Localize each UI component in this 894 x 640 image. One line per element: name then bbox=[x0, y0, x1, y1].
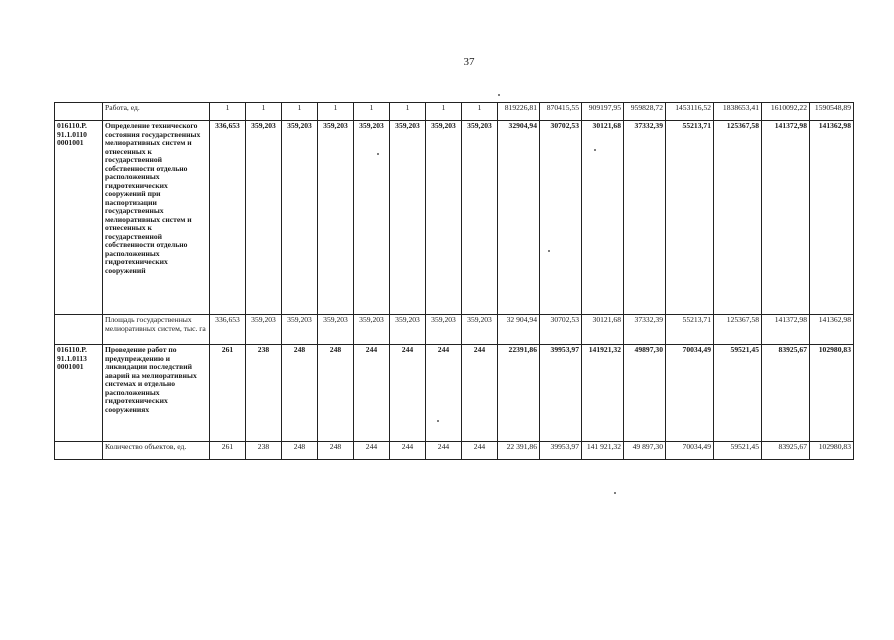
amount-cell: 30121,68 bbox=[582, 121, 624, 315]
indicator-cell: 248 bbox=[282, 442, 318, 460]
amount-cell: 1610092,22 bbox=[762, 103, 810, 121]
indicator-cell: 336,653 bbox=[210, 121, 246, 315]
indicator-cell: 359,203 bbox=[462, 315, 498, 345]
row-name-cell: Площадь государственных мелиоративных систем, тыс. га bbox=[103, 315, 210, 345]
indicator-cell: 359,203 bbox=[462, 121, 498, 315]
amount-cell: 141362,98 bbox=[810, 315, 854, 345]
row-code-cell: 016110.Р. 91.1.0113 0001001 bbox=[55, 345, 103, 442]
indicator-cell: 359,203 bbox=[246, 315, 282, 345]
indicator-cell: 359,203 bbox=[426, 121, 462, 315]
indicator-cell: 244 bbox=[462, 345, 498, 442]
indicator-cell: 1 bbox=[210, 103, 246, 121]
indicator-cell: 1 bbox=[282, 103, 318, 121]
indicator-cell: 238 bbox=[246, 442, 282, 460]
indicator-cell: 238 bbox=[246, 345, 282, 442]
amount-cell: 22 391,86 bbox=[498, 442, 540, 460]
indicator-cell: 244 bbox=[354, 345, 390, 442]
row-code-cell: 016110.Р. 91.1.0110 0001001 bbox=[55, 121, 103, 315]
amount-cell: 30121,68 bbox=[582, 315, 624, 345]
amount-cell: 141 921,32 bbox=[582, 442, 624, 460]
indicator-cell: 1 bbox=[462, 103, 498, 121]
table-row bbox=[55, 103, 854, 121]
budget-table bbox=[54, 102, 854, 460]
indicator-cell: 359,203 bbox=[282, 315, 318, 345]
indicator-cell: 261 bbox=[210, 345, 246, 442]
amount-cell: 102980,83 bbox=[810, 442, 854, 460]
indicator-cell: 1 bbox=[426, 103, 462, 121]
indicator-cell: 1 bbox=[354, 103, 390, 121]
indicator-cell: 336,653 bbox=[210, 315, 246, 345]
amount-cell: 30702,53 bbox=[540, 315, 582, 345]
amount-cell: 909197,95 bbox=[582, 103, 624, 121]
amount-cell: 59521,45 bbox=[714, 345, 762, 442]
row-name-cell: Количество объектов, ед. bbox=[103, 442, 210, 460]
indicator-cell: 359,203 bbox=[354, 315, 390, 345]
table-row bbox=[55, 315, 854, 345]
indicator-cell: 244 bbox=[462, 442, 498, 460]
amount-cell: 819226,81 bbox=[498, 103, 540, 121]
indicator-cell: 359,203 bbox=[390, 121, 426, 315]
amount-cell: 1453116,52 bbox=[666, 103, 714, 121]
indicator-cell: 359,203 bbox=[318, 121, 354, 315]
amount-cell: 83925,67 bbox=[762, 442, 810, 460]
amount-cell: 141362,98 bbox=[810, 121, 854, 315]
indicator-cell: 1 bbox=[318, 103, 354, 121]
amount-cell: 32904,94 bbox=[498, 121, 540, 315]
amount-cell: 32 904,94 bbox=[498, 315, 540, 345]
indicator-cell: 248 bbox=[318, 442, 354, 460]
table-row bbox=[55, 121, 854, 315]
amount-cell: 49897,30 bbox=[624, 345, 666, 442]
row-code-cell bbox=[55, 442, 103, 460]
table-body bbox=[55, 103, 854, 460]
amount-cell: 125367,58 bbox=[714, 121, 762, 315]
indicator-cell: 359,203 bbox=[246, 121, 282, 315]
amount-cell: 30702,53 bbox=[540, 121, 582, 315]
amount-cell: 1838653,41 bbox=[714, 103, 762, 121]
row-name-cell: Определение технического состояния государственных мелиоративных систем и отнесенных к государственной собственности отдельно расположенных гидротехнических сооружений при паспортизации государственных мелиоративных систем и отнесенных к государственной собственности отдельно расположенных гидротехнических сооружений bbox=[103, 121, 210, 315]
amount-cell: 83925,67 bbox=[762, 345, 810, 442]
indicator-cell: 248 bbox=[318, 345, 354, 442]
indicator-cell: 244 bbox=[354, 442, 390, 460]
amount-cell: 59521,45 bbox=[714, 442, 762, 460]
amount-cell: 37332,39 bbox=[624, 315, 666, 345]
amount-cell: 55213,71 bbox=[666, 315, 714, 345]
indicator-cell: 244 bbox=[426, 442, 462, 460]
table-row bbox=[55, 345, 854, 442]
amount-cell: 49 897,30 bbox=[624, 442, 666, 460]
row-name-cell: Проведение работ по предупреждению и ликвидации последствий аварий на мелиоративных системах и отдельно расположенных гидротехнических сооружениях bbox=[103, 345, 210, 442]
indicator-cell: 359,203 bbox=[318, 315, 354, 345]
row-code-cell bbox=[55, 315, 103, 345]
amount-cell: 39953,97 bbox=[540, 442, 582, 460]
indicator-cell: 1 bbox=[246, 103, 282, 121]
indicator-cell: 244 bbox=[426, 345, 462, 442]
amount-cell: 141921,32 bbox=[582, 345, 624, 442]
indicator-cell: 244 bbox=[390, 442, 426, 460]
table-row bbox=[55, 442, 854, 460]
amount-cell: 55213,71 bbox=[666, 121, 714, 315]
indicator-cell: 359,203 bbox=[390, 315, 426, 345]
amount-cell: 141372,98 bbox=[762, 121, 810, 315]
amount-cell: 37332,39 bbox=[624, 121, 666, 315]
indicator-cell: 359,203 bbox=[282, 121, 318, 315]
amount-cell: 870415,55 bbox=[540, 103, 582, 121]
amount-cell: 125367,58 bbox=[714, 315, 762, 345]
amount-cell: 141372,98 bbox=[762, 315, 810, 345]
amount-cell: 102980,83 bbox=[810, 345, 854, 442]
page-number: 37 bbox=[463, 56, 475, 68]
amount-cell: 1590548,89 bbox=[810, 103, 854, 121]
indicator-cell: 244 bbox=[390, 345, 426, 442]
amount-cell: 70034,49 bbox=[666, 345, 714, 442]
indicator-cell: 359,203 bbox=[354, 121, 390, 315]
row-name-cell: Работа, ед. bbox=[103, 103, 210, 121]
indicator-cell: 248 bbox=[282, 345, 318, 442]
amount-cell: 39953,97 bbox=[540, 345, 582, 442]
indicator-cell: 359,203 bbox=[426, 315, 462, 345]
amount-cell: 959828,72 bbox=[624, 103, 666, 121]
indicator-cell: 1 bbox=[390, 103, 426, 121]
row-code-cell bbox=[55, 103, 103, 121]
amount-cell: 70034,49 bbox=[666, 442, 714, 460]
amount-cell: 22391,86 bbox=[498, 345, 540, 442]
indicator-cell: 261 bbox=[210, 442, 246, 460]
